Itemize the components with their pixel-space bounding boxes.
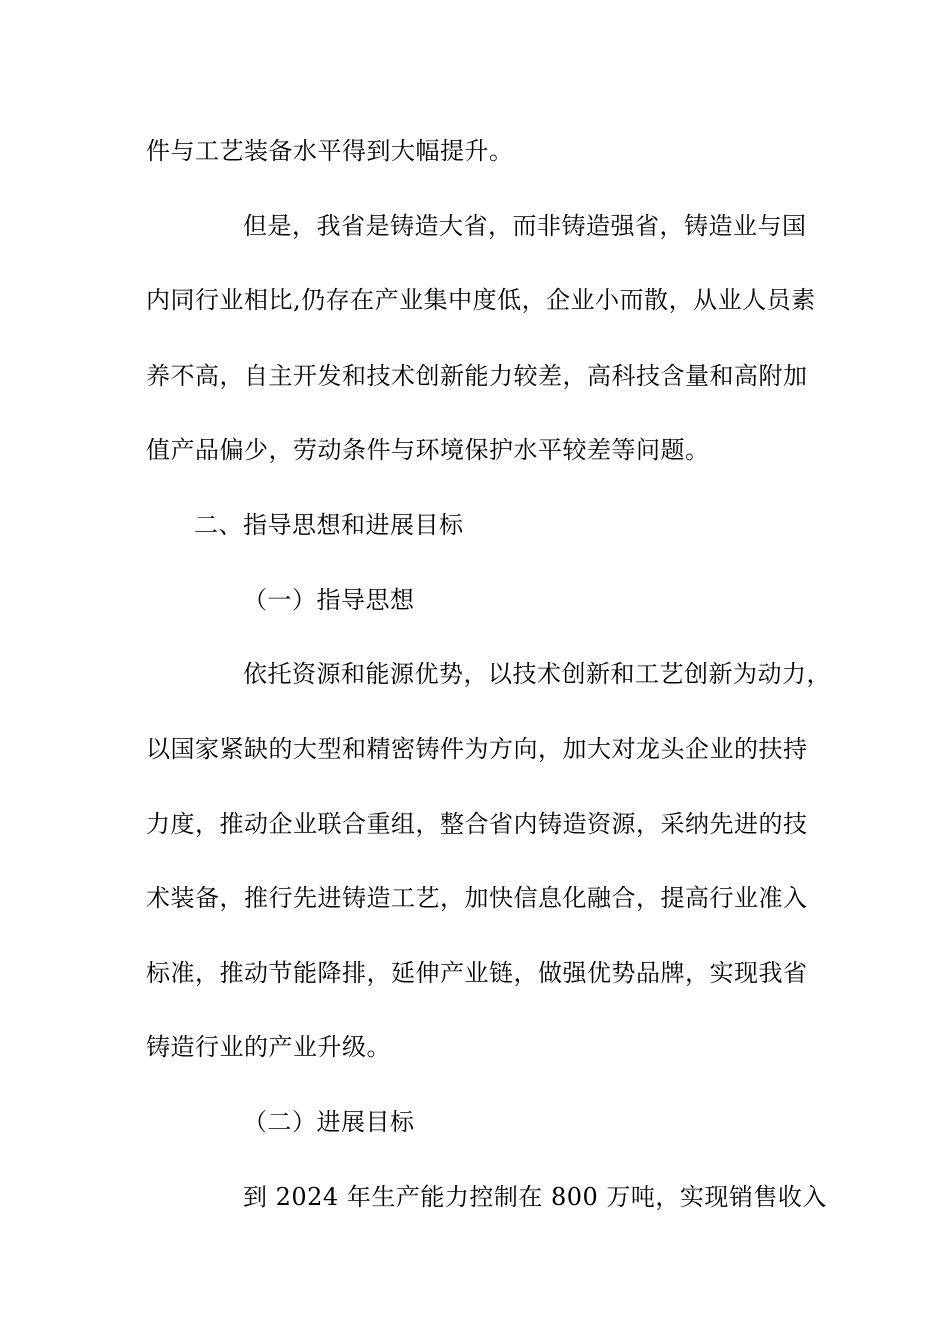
paragraph-line: 术装备，推行先进铸造工艺，加快信息化融合，提高行业准入 (146, 884, 808, 912)
paragraph-line: 件与工艺装备水平得到大幅提升。 (146, 137, 514, 165)
paragraph-line: 力度，推动企业联合重组，整合省内铸造资源，采纳先进的技 (146, 810, 808, 838)
paragraph-line: 值产品偏少，劳动条件与环境保护水平较差等问题。 (146, 436, 710, 464)
paragraph-line: 依托资源和能源优势，以技术创新和工艺创新为动力， (243, 660, 831, 688)
paragraph-line: 铸造行业的产业升级。 (146, 1033, 391, 1061)
paragraph-line: 养不高，自主开发和技术创新能力较差，高科技含量和高附加 (146, 362, 808, 390)
paragraph-line: 标准，推动节能降排，延伸产业链，做强优势品牌，实现我省 (146, 959, 808, 987)
paragraph-line: 但是，我省是铸造大省，而非铸造强省，铸造业与国 (243, 212, 807, 240)
subsection-heading: （一）指导思想 (243, 586, 415, 614)
subsection-heading: （二）进展目标 (243, 1108, 415, 1136)
paragraph-line: 以国家紧缺的大型和精密铸件为方向，加大对龙头企业的扶持 (146, 735, 808, 763)
paragraph-line: 内同行业相比,仍存在产业集中度低，企业小而散，从业人员素 (146, 286, 816, 314)
section-heading: 二、指导思想和进展目标 (194, 511, 464, 539)
paragraph-line: 到 2024 年生产能力控制在 800 万吨，实现销售收入 (243, 1183, 827, 1211)
